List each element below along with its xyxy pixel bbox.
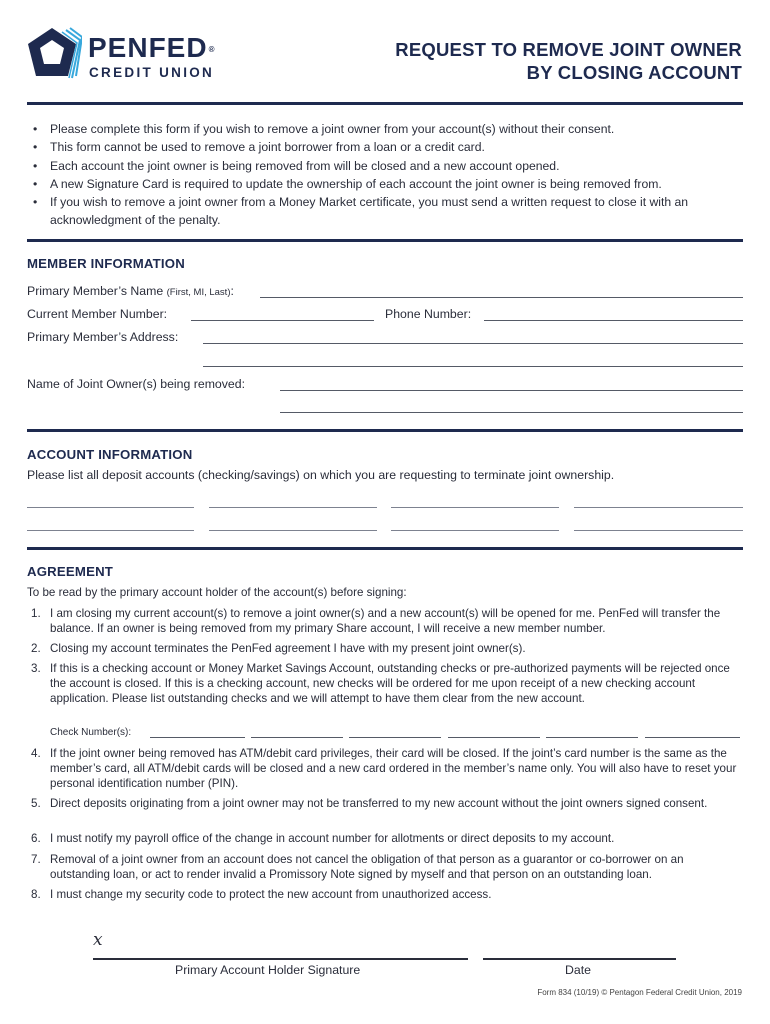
check-number-field[interactable] bbox=[645, 737, 740, 738]
header-divider bbox=[27, 102, 743, 105]
date-label: Date bbox=[565, 963, 591, 977]
section-divider bbox=[27, 429, 743, 432]
instruction-item: • Please complete this form if you wish to remove a joint owner from your account(s) without their consent. bbox=[30, 120, 746, 138]
phone-number-field[interactable] bbox=[484, 320, 743, 321]
agreement-intro: To be read by the primary account holder of the account(s) before signing: bbox=[27, 586, 407, 599]
account-field[interactable] bbox=[27, 530, 194, 531]
instruction-item: • Each account the joint owner is being removed from will be closed and a new account opened. bbox=[30, 157, 746, 175]
current-member-number-label: Current Member Number: bbox=[27, 307, 168, 321]
joint-owner-field-line-2[interactable] bbox=[280, 412, 743, 413]
account-field[interactable] bbox=[574, 507, 743, 508]
agreement-item: 2. Closing my account terminates the PenFed agreement I have with my present joint owner(s). bbox=[31, 642, 526, 655]
check-number-field[interactable] bbox=[251, 737, 343, 738]
section-divider bbox=[27, 239, 743, 242]
account-field[interactable] bbox=[27, 507, 194, 508]
check-number-field[interactable] bbox=[150, 737, 245, 738]
agreement-item: 8. I must change my security code to protect the new account from unauthorized access. bbox=[31, 888, 492, 901]
current-member-number-field[interactable] bbox=[191, 320, 374, 321]
account-instruction: Please list all deposit accounts (checking/savings) on which you are requesting to terminate joint ownership. bbox=[27, 468, 615, 482]
account-field[interactable] bbox=[574, 530, 743, 531]
signature-field[interactable] bbox=[93, 958, 468, 960]
check-number-field[interactable] bbox=[448, 737, 540, 738]
check-number-field[interactable] bbox=[546, 737, 638, 738]
agreement-item: 7. Removal of a joint owner from an account does not cancel the obligation of that person as a guarantor or co-borrower on an outstanding loan, or act to render invalid a Promissory Note signed by myself and that person on an outstanding loan. bbox=[31, 853, 684, 882]
date-field[interactable] bbox=[483, 958, 676, 960]
check-number-field[interactable] bbox=[349, 737, 441, 738]
address-label: Primary Member’s Address: bbox=[27, 330, 179, 344]
signature-label: Primary Account Holder Signature bbox=[175, 963, 361, 977]
joint-owner-field-line-1[interactable] bbox=[280, 390, 743, 391]
agreement-heading: AGREEMENT bbox=[27, 564, 114, 579]
agreement-item: 6. I must notify my payroll office of the change in account number for allotments or direct deposits to my account. bbox=[31, 832, 615, 845]
agreement-item: 3. If this is a checking account or Money Market Savings Account, outstanding checks or pre-authorized payments will be rejected once the account is closed. If this is a checking account, new checks will be ordered for me upon receipt of a new checking account application. Please list outstanding checks and we will attempt to have them clear from the new account. bbox=[31, 662, 730, 706]
address-field-line-1[interactable] bbox=[203, 343, 743, 344]
primary-name-label: Primary Member’s Name (First, MI, Last): bbox=[27, 284, 234, 298]
penfed-logo bbox=[26, 26, 232, 82]
check-numbers-label: Check Number(s): bbox=[50, 727, 132, 738]
agreement-item: 4. If the joint owner being removed has ATM/debit card privileges, their card will be closed. If the joint’s card number is the same as the member’s card, all ATM/debit cards will be closed and a new card ordered in the member’s name only. You will also have to reset your personal identification number (PIN). bbox=[31, 747, 737, 791]
account-field[interactable] bbox=[391, 507, 559, 508]
pentagon-logo-icon bbox=[26, 26, 82, 82]
brand-subtitle: CREDIT UNION bbox=[89, 65, 215, 80]
account-field[interactable] bbox=[209, 507, 377, 508]
instruction-item: • If you wish to remove a joint owner from a Money Market certificate, you must send a written request to close it with an acknowledgment of the penalty. bbox=[30, 193, 746, 230]
joint-owner-label: Name of Joint Owner(s) being removed: bbox=[27, 377, 246, 391]
agreement-item: 1. I am closing my current account(s) to remove a joint owner(s) and a new account(s) will be opened for me. PenFed will transfer the balance. If an owner is being removed from my primary Share account, I will receive a new member number. bbox=[31, 607, 721, 636]
member-info-heading: MEMBER INFORMATION bbox=[27, 256, 185, 271]
phone-number-label: Phone Number: bbox=[385, 307, 472, 321]
form-title: REQUEST TO REMOVE JOINT OWNER BY CLOSING ACCOUNT bbox=[395, 39, 742, 83]
agreement-item: 5. Direct deposits originating from a joint owner may not be transferred to my new account without the joint owners signed consent. bbox=[31, 797, 708, 810]
brand-name: PENFED® bbox=[88, 32, 216, 63]
form-footer: Form 834 (10/19) © Pentagon Federal Credit Union, 2019 bbox=[537, 988, 742, 997]
instruction-item: • A new Signature Card is required to update the ownership of each account the joint owner is being removed from. bbox=[30, 175, 746, 193]
account-field[interactable] bbox=[209, 530, 377, 531]
address-field-line-2[interactable] bbox=[203, 366, 743, 367]
instruction-item: • This form cannot be used to remove a joint borrower from a loan or a credit card. bbox=[30, 138, 746, 156]
account-info-heading: ACCOUNT INFORMATION bbox=[27, 447, 193, 462]
account-field[interactable] bbox=[391, 530, 559, 531]
primary-name-field[interactable] bbox=[260, 297, 743, 298]
section-divider bbox=[27, 547, 743, 550]
signature-x-mark: x bbox=[93, 930, 103, 950]
instruction-list bbox=[30, 120, 746, 230]
